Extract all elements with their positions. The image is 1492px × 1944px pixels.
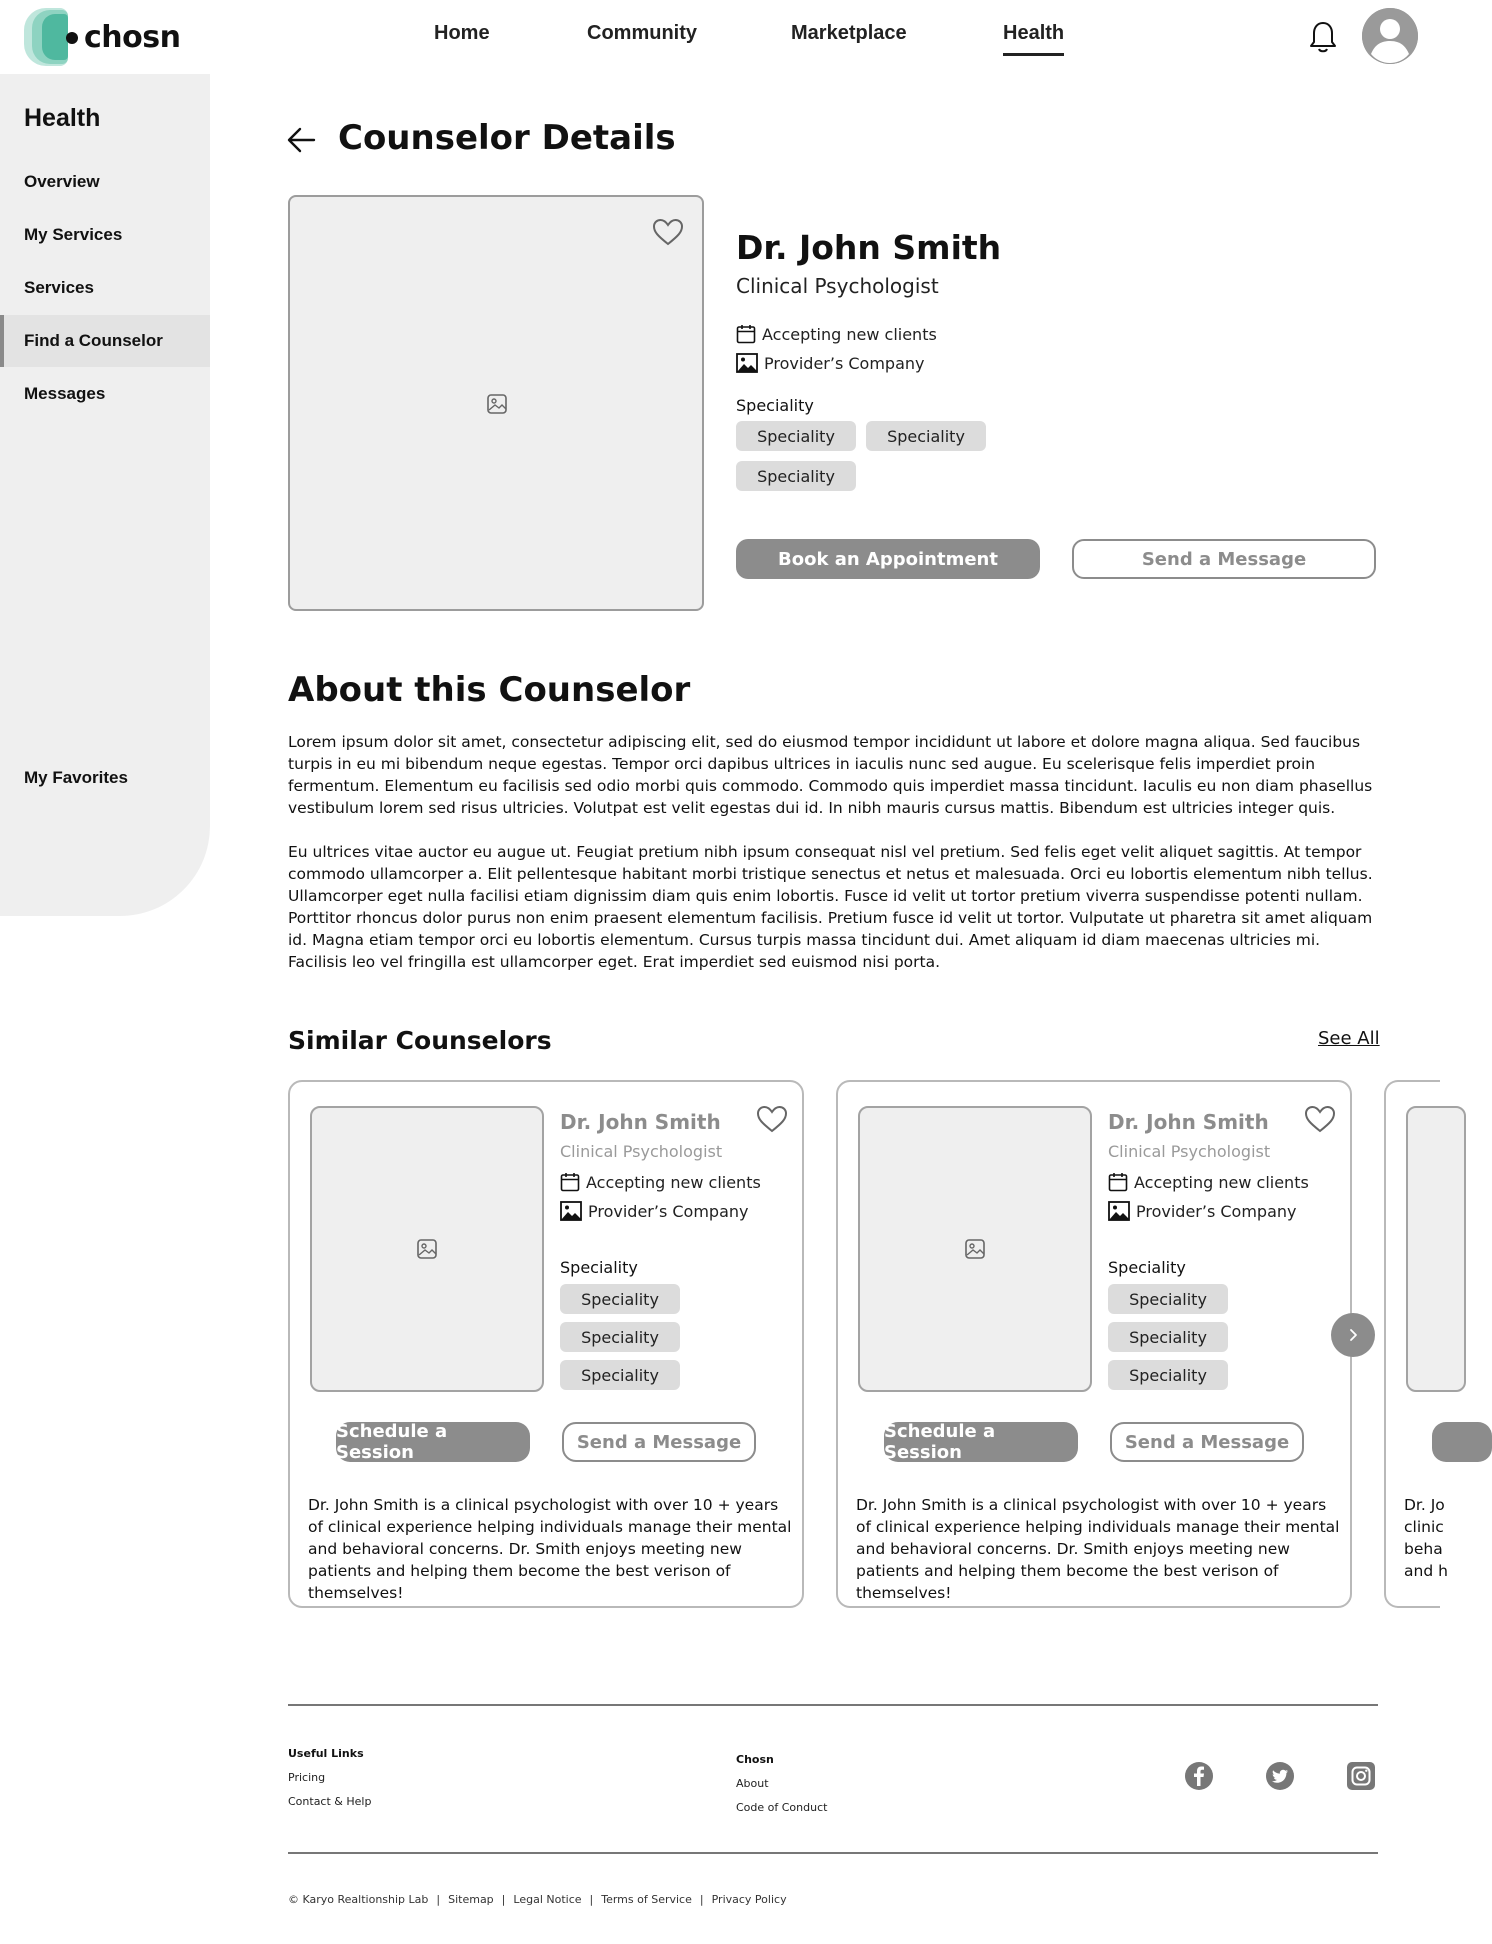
copyright-text: © Karyo Realtionship Lab — [288, 1893, 429, 1906]
similar-counselors-title: Similar Counselors — [288, 1026, 552, 1055]
accepting-clients-text: Accepting new clients — [762, 324, 937, 344]
nav-marketplace[interactable]: Marketplace — [791, 22, 907, 44]
footer-divider — [288, 1852, 1378, 1854]
speciality-chip: Speciality — [736, 421, 856, 451]
card-description: Dr. Jo clinic beha and h — [1404, 1496, 1448, 1580]
company-image-icon — [560, 1201, 582, 1221]
card-accepting-text: Accepting new clients — [1134, 1172, 1309, 1192]
calendar-icon — [736, 324, 756, 344]
footer-divider — [288, 1704, 1378, 1706]
counselor-title: Clinical Psychologist — [736, 274, 939, 298]
card-counselor-title: Clinical Psychologist — [560, 1142, 723, 1161]
back-arrow-icon[interactable] — [286, 124, 318, 156]
sidebar-item-find-a-counselor[interactable]: Find a Counselor — [0, 315, 210, 367]
image-placeholder-icon — [486, 393, 508, 415]
calendar-icon — [560, 1172, 580, 1192]
counselor-photo-placeholder — [288, 195, 704, 611]
nav-community[interactable]: Community — [587, 22, 697, 44]
legal-link-terms[interactable]: Terms of Service — [601, 1893, 692, 1906]
card-speciality-label: Speciality — [1108, 1258, 1186, 1277]
speciality-chip: Speciality — [866, 421, 986, 451]
favorite-heart-icon[interactable] — [756, 1104, 788, 1134]
speciality-chip: Speciality — [1108, 1360, 1228, 1390]
footer-link-about[interactable]: About — [736, 1777, 769, 1790]
card-company-text: Provider’s Company — [588, 1201, 749, 1221]
speciality-chip: Speciality — [736, 461, 856, 491]
card-company-row — [1108, 1201, 1297, 1221]
card-description: Dr. John Smith is a clinical psychologist with over 10 + years of clinical experience helping individuals manage their mental and behavioral concerns. Dr. Smith enjoys meeting new patients and helping them become the best verison of themselves! — [308, 1496, 792, 1602]
facebook-icon[interactable] — [1184, 1761, 1214, 1791]
sidebar — [0, 74, 210, 916]
image-placeholder-icon — [964, 1238, 986, 1260]
card-accepting-row — [1108, 1172, 1309, 1192]
footer-link-pricing[interactable]: Pricing — [288, 1771, 326, 1784]
top-header — [0, 0, 1440, 74]
calendar-icon — [1108, 1172, 1128, 1192]
speciality-chip: Speciality — [560, 1322, 680, 1352]
card-company-text: Provider’s Company — [1136, 1201, 1297, 1221]
card-accepting-text: Accepting new clients — [586, 1172, 761, 1192]
sidebar-item-my-services[interactable]: My Services — [24, 225, 123, 244]
speciality-chip: Speciality — [1108, 1322, 1228, 1352]
chevron-right-icon — [1345, 1327, 1361, 1343]
nav-home[interactable]: Home — [434, 22, 490, 44]
speciality-chip: Speciality — [560, 1284, 680, 1314]
schedule-session-button[interactable]: Schedule a Session — [336, 1422, 530, 1462]
speciality-label: Speciality — [736, 396, 814, 415]
footer-chosn-heading: Chosn — [736, 1753, 774, 1766]
carousel-next-button[interactable] — [1331, 1313, 1375, 1357]
counselor-card — [836, 1080, 1352, 1608]
about-paragraph: Lorem ipsum dolor sit amet, consectetur adipiscing elit, sed do eiusmod tempor incididunt ut labore et dolore magna aliqua. Sed faucibus turpis in eu mi bibendum neque egestas. Tempor orci dapibus ultrices in iaculis nunc sed augue. Eu scelerisque felis imperdiet proin fermentum. Elementum eu facilisis sed odio morbi quis commodo. Commodo quis imperdiet massa tincidunt. Iaculis eu non diam phasellus vestibulum lorem sed risus ultricies. Volutpat est velit egestas dui id. In nibh mauris cursus mattis. Bibendum est ultricies integer quis. — [288, 733, 1373, 817]
card-send-message-button[interactable]: Send a Message — [562, 1422, 756, 1462]
see-all-link[interactable]: See All — [1318, 1028, 1380, 1049]
instagram-icon[interactable] — [1346, 1761, 1376, 1791]
counselor-card-partial — [1384, 1080, 1448, 1608]
legal-link-privacy[interactable]: Privacy Policy — [711, 1893, 787, 1906]
sidebar-item-my-favorites[interactable]: My Favorites — [24, 768, 128, 787]
card-speciality-label: Speciality — [560, 1258, 638, 1277]
company-image-icon — [1108, 1201, 1130, 1221]
counselor-name: Dr. John Smith — [736, 228, 1002, 267]
company-image-icon — [736, 353, 758, 373]
legal-link-legal-notice[interactable]: Legal Notice — [513, 1893, 582, 1906]
card-company-row — [560, 1201, 749, 1221]
nav-health[interactable]: Health — [1003, 22, 1064, 56]
about-title: About this Counselor — [288, 670, 691, 710]
legal-bar: © Karyo Realtionship Lab | Sitemap | Legal Notice | Terms of Service | Privacy Policy — [288, 1893, 787, 1906]
accepting-clients-row — [736, 324, 937, 344]
company-text: Provider’s Company — [764, 353, 925, 373]
legal-link-sitemap[interactable]: Sitemap — [448, 1893, 494, 1906]
twitter-icon[interactable] — [1265, 1761, 1295, 1791]
card-counselor-title: Clinical Psychologist — [1108, 1142, 1271, 1161]
send-message-button[interactable]: Send a Message — [1072, 539, 1376, 579]
logo-text: chosn — [84, 19, 181, 55]
footer-useful-links-heading: Useful Links — [288, 1747, 364, 1760]
sidebar-item-services[interactable]: Services — [24, 278, 94, 297]
counselor-card-photo — [858, 1106, 1092, 1392]
speciality-chip: Speciality — [1108, 1284, 1228, 1314]
company-row — [736, 353, 925, 373]
card-description: Dr. John Smith is a clinical psychologist with over 10 + years of clinical experience helping individuals manage their mental and behavioral concerns. Dr. Smith enjoys meeting new patients and helping them become the best verison of themselves! — [856, 1496, 1340, 1602]
top-nav — [0, 0, 1440, 74]
sidebar-title: Health — [24, 104, 101, 132]
sidebar-item-messages[interactable]: Messages — [24, 384, 106, 403]
card-accepting-row — [560, 1172, 761, 1192]
about-paragraph: Eu ultrices vitae auctor eu augue ut. Feugiat pretium nibh ipsum consequat nisl vel pretium. Sed felis eget velit aliquet sagittis. At tempor commodo ullamcorper a. Elit pellentesque habitant morbi tristique senectus et netus et malesuada. Orci eu lobortis elementum nibh tellus. Ullamcorper eget nulla facilisi etiam dignissim diam quis enim lobortis. Fusce id velit ut tortor pretium viverra suspendisse potenti nullam. Porttitor rhoncus dolor purus non enim praesent elementum facilisis. Pretium fusce id velit ut tortor. Vulputate ut pharetra sit amet aliquam id. Magna etiam tempor orci eu lobortis elementum. Cursus turpis massa tincidunt dui. Amet aliquam id diam maecenas ultricies mi. Facilisis leo vel fringilla est ullamcorper eget. Erat imperdiet sed euismod nisi porta. — [288, 843, 1373, 971]
card-send-message-button[interactable]: Send a Message — [1110, 1422, 1304, 1462]
favorite-heart-icon[interactable] — [1304, 1104, 1336, 1134]
favorite-heart-icon[interactable] — [652, 217, 684, 247]
counselor-card-photo — [1406, 1106, 1466, 1392]
schedule-session-button[interactable] — [1432, 1422, 1492, 1462]
avatar[interactable] — [1362, 8, 1418, 64]
footer-link-code-of-conduct[interactable]: Code of Conduct — [736, 1801, 828, 1814]
counselor-card — [288, 1080, 804, 1608]
page-title: Counselor Details — [338, 118, 676, 158]
bell-icon[interactable] — [1308, 20, 1338, 54]
book-appointment-button[interactable]: Book an Appointment — [736, 539, 1040, 579]
card-counselor-name: Dr. John Smith — [1108, 1110, 1269, 1134]
speciality-chip: Speciality — [560, 1360, 680, 1390]
counselor-card-photo — [310, 1106, 544, 1392]
card-counselor-name: Dr. John Smith — [560, 1110, 721, 1134]
sidebar-item-overview[interactable]: Overview — [24, 172, 100, 191]
footer-link-contact-help[interactable]: Contact & Help — [288, 1795, 372, 1808]
image-placeholder-icon — [416, 1238, 438, 1260]
schedule-session-button[interactable]: Schedule a Session — [884, 1422, 1078, 1462]
user-icon — [1362, 8, 1418, 64]
